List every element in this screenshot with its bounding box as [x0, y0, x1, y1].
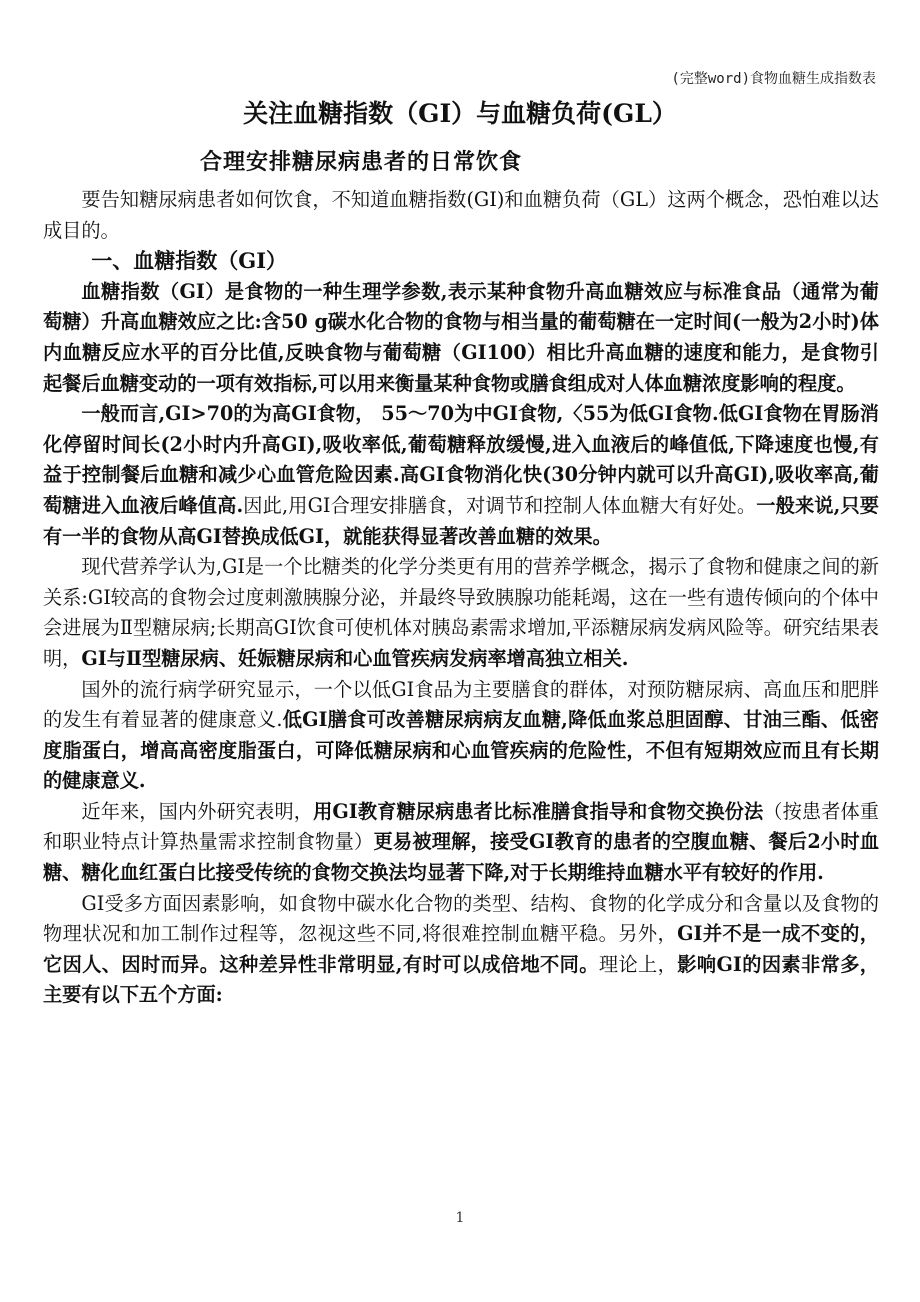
- factors-text: GI受多方面因素影响，如食物中碳水化合物的类型、结构、食物的化学成分和含量以及食物的物理状况和加工制作过程等，忽视这些不同,将很难控制血糖平稳。另外，: [43, 891, 879, 946]
- page-number: 1: [455, 1210, 465, 1226]
- document-subtitle: 合理安排糖尿病患者的日常饮食: [200, 149, 523, 175]
- document-body: [43, 185, 879, 1011]
- epidemiology-paragraph: [43, 675, 879, 797]
- gi-usage-text: 因此,用GI合理安排膳食，对调节和控制人体血糖大有好处。: [243, 493, 757, 517]
- header-note: (完整word)食物血糖生成指数表: [671, 71, 876, 87]
- factors-paragraph: [43, 889, 879, 1011]
- gi-replacement-text: 一般来说,只要有一半的食物从高GI替换成低GI，就能获得显著改善血糖的效果。: [43, 493, 879, 548]
- section-heading: 一、血糖指数（GI）: [91, 248, 288, 274]
- gi-classification-text: 一般而言,GI>70的为高GI食物， 55～70为中GI食物,〈55为低GI食物.低GI食物在胃肠消化停留时间长(2小时内升高GI),吸收率低,葡萄糖释放缓慢,进入血液后的峰值低,下降速度也慢,有益于控制餐后血糖和减少心血管危险因素.高GI食物消化快(30分钟内就可以升高GI),吸收率高,葡萄糖进入血液后峰值高.: [43, 402, 879, 517]
- modern-nutrition-paragraph: [43, 552, 879, 674]
- education-text: 近年来，国内外研究表明，: [81, 799, 314, 823]
- epidemiology-bold: 低GI膳食可改善糖尿病病友血糖,降低血浆总胆固醇、甘油三酯、低密度脂蛋白，增高高密度脂蛋白，可降低糖尿病和心血管疾病的危险性，不但有短期效应而且有长期的健康意义.: [43, 708, 879, 793]
- education-paragraph: [43, 797, 879, 889]
- intro-paragraph: 要告知糖尿病患者如何饮食，不知道血糖指数(GI)和血糖负荷（GL）这两个概念，恐怕难以达成目的。: [43, 188, 879, 242]
- modern-nutrition-text: 现代营养学认为,GI是一个比糖类的化学分类更有用的营养学概念，揭示了食物和健康之间的新关系:GI较高的食物会过度刺激胰腺分泌，并最终导致胰腺功能耗竭，这在一些有遗传倾向的个体中会进展为Ⅱ型糖尿病;长期高GI饮食可使机体对胰岛素需求增加,平添糖尿病发病风险等。研究结果表明，: [43, 555, 879, 670]
- education-bold-2: 更易被理解，接受GI教育的患者的空腹血糖、餐后2小时血糖、糖化血红蛋白比接受传统的食物交换法均显著下降,对于长期维持血糖水平有较好的作用.: [43, 830, 880, 885]
- factors-bold-2: 影响GI的因素非常多，主要有以下五个方面:: [43, 952, 879, 1007]
- modern-nutrition-bold: GI与Ⅱ型糖尿病、妊娠糖尿病和心血管疾病发病率增高独立相关.: [81, 646, 629, 670]
- document-title: 关注血糖指数（GI）与血糖负荷(GL）: [243, 99, 677, 128]
- gi-definition-paragraph: 血糖指数（GI）是食物的一种生理学参数,表示某种食物升高血糖效应与标准食品（通常为葡萄糖）升高血糖效应之比:含50 g碳水化合物的食物与相当量的葡萄糖在一定时间(一般为2小时)体内血糖反应水平的百分比值,反映食物与葡萄糖（GI100）相比升高血糖的速度和能力，是食物引起餐后血糖变动的一项有效指标,可以用来衡量某种食物或膳食组成对人体血糖浓度影响的程度。: [43, 279, 879, 395]
- education-bold: 用GI教育糖尿病患者比标准膳食指导和食物交换份法: [313, 799, 764, 823]
- education-text-2: （按患者体重和职业特点计算热量需求控制食物量）: [43, 799, 879, 854]
- epidemiology-text: 国外的流行病学研究显示，一个以低GI食品为主要膳食的群体，对预防糖尿病、高血压和肥胖的发生有着显著的健康意义.: [43, 677, 879, 732]
- gi-classification-paragraph: [43, 399, 879, 552]
- factors-bold: GI并不是一成不变的，它因人、因时而异。这种差异性非常明显,有时可以成倍地不同。: [43, 922, 879, 976]
- factors-text-2: 理论上，: [598, 952, 678, 976]
